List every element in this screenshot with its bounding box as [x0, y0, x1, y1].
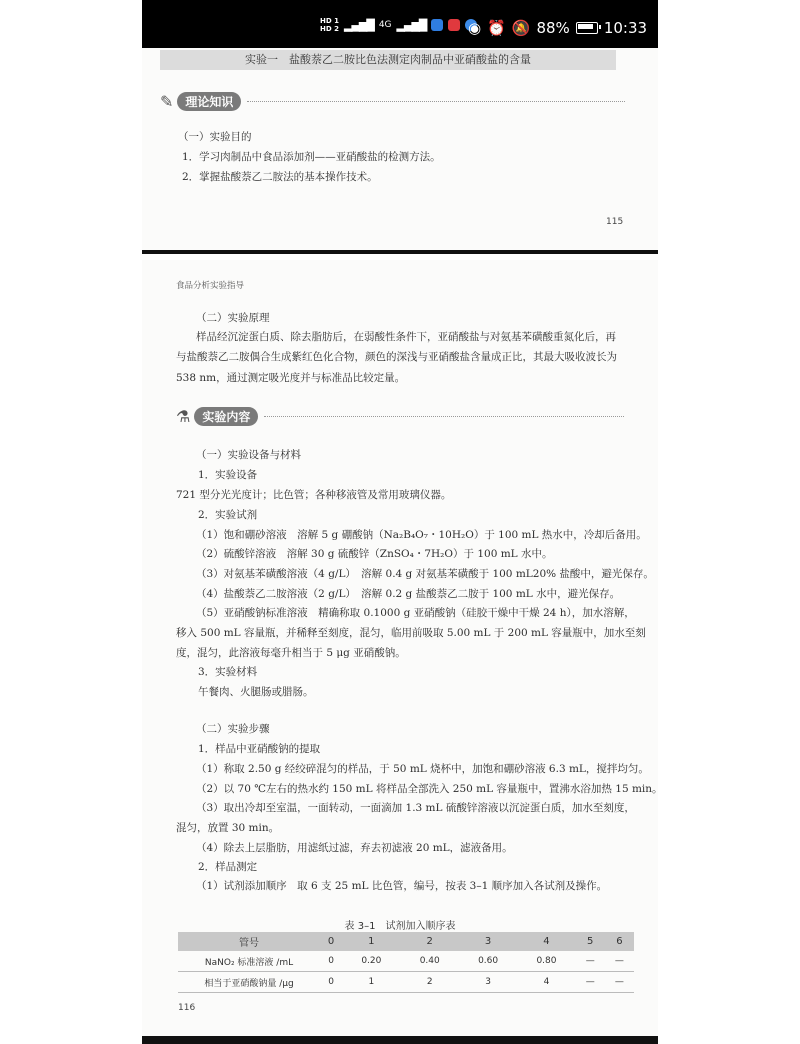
table-header-cell: 6 — [605, 932, 634, 951]
paragraph-line: 样品经沉淀蛋白质、除去脂肪后，在弱酸性条件下，亚硝酸盐与对氨基苯磺酸重氮化后，再 — [196, 331, 616, 343]
table-header-cell: 0 — [320, 932, 342, 951]
status-bar — [142, 0, 658, 48]
table-header-cell: 5 — [576, 932, 605, 951]
paragraph-line: （4）盐酸萘乙二胺溶液（2 g/L） 溶解 0.2 g 盐酸萘乙二胺于 100 mL 水中，避光保存。 — [196, 588, 621, 600]
table-cell: 相当于亚硝酸钠量 /μg — [178, 972, 320, 993]
paragraph-line: （5）亚硝酸钠标准溶液 精确称取 0.1000 g 亚硝酸钠（硅胶干燥中干燥 24 h），加水溶解， — [196, 607, 635, 619]
sim-indicator: HD 1 HD 2 — [320, 17, 339, 33]
table-cell: 0.40 — [401, 951, 459, 972]
table-caption: 表 3–1 试剂加入顺序表 — [344, 921, 456, 932]
page-number: 116 — [178, 1003, 196, 1013]
paragraph-line: 538 nm，通过测定吸光度并与标准品比较定量。 — [176, 372, 406, 384]
page-title: 实验一 盐酸萘乙二胺比色法测定肉制品中亚硝酸盐的含量 — [160, 50, 616, 70]
paragraph-line: （1）饱和硼砂溶液 溶解 5 g 硼酸钠（Na₂B₄O₇・10H₂O）于 100 mL 热水中，冷却后备用。 — [196, 529, 647, 541]
list-heading: 1．样品中亚硝酸钠的提取 — [198, 743, 321, 755]
eye-icon: ◉ — [468, 19, 482, 37]
section-title: 理论知识 — [177, 92, 241, 111]
battery-percent: 88% — [536, 19, 570, 37]
table-cell: — — [576, 951, 605, 972]
app-notification-icon — [431, 19, 443, 31]
table-cell: 0.20 — [342, 951, 400, 972]
mute-icon: 🔕 — [511, 19, 531, 37]
list-heading: 3．实验材料 — [198, 666, 258, 678]
battery-icon — [576, 22, 598, 34]
status-left — [320, 17, 477, 33]
table-row — [178, 972, 634, 993]
paragraph-line: （2）硫酸锌溶液 溶解 30 g 硫酸锌（ZnSO₄・7H₂O）于 100 mL 水中。 — [196, 548, 553, 560]
table-header-cell: 3 — [459, 932, 517, 951]
paragraph-line: （1）试剂添加顺序 取 6 支 25 mL 比色管，编号，按表 3–1 顺序加入各试剂及操作。 — [196, 880, 608, 892]
paragraph-line: （2）以 70 ℃左右的热水约 150 mL 将样品全部洗入 250 mL 容量瓶中，置沸水浴加热 15 min。 — [196, 783, 663, 795]
section-header-content — [176, 407, 624, 426]
signal-icon: ▂▄▆█ — [343, 18, 374, 32]
table-header-cell: 4 — [517, 932, 575, 951]
table-row — [178, 951, 634, 972]
table-cell: 0.80 — [517, 951, 575, 972]
network-label: 4G — [378, 20, 392, 30]
paragraph-line: （1）称取 2.50 g 经绞碎混匀的样品，于 50 mL 烧杯中，加饱和硼砂溶液 6.3 mL，搅拌均匀。 — [196, 763, 649, 775]
table-cell: 0 — [320, 972, 342, 993]
list-item: 1．学习肉制品中食品添加剂——亚硝酸盐的检测方法。 — [182, 151, 441, 163]
microscope-icon: ⚗ — [176, 407, 191, 426]
page-gap — [142, 254, 658, 260]
list-heading: 2．实验试剂 — [198, 509, 258, 521]
notebook-icon: ✎ — [160, 92, 174, 111]
table-cell: — — [576, 972, 605, 993]
dotted-rule — [264, 416, 624, 417]
table-cell: 2 — [401, 972, 459, 993]
table-cell: 0 — [320, 951, 342, 972]
reagent-table — [178, 932, 634, 993]
list-item: 2．掌握盐酸萘乙二胺法的基本操作技术。 — [182, 171, 378, 183]
list-heading: 2．样品测定 — [198, 861, 258, 873]
alarm-icon: ⏰ — [487, 19, 506, 37]
table-header-row — [178, 932, 634, 951]
clock: 10:33 — [603, 19, 648, 37]
paragraph-line: 午餐肉、火腿肠或腊肠。 — [198, 686, 314, 698]
dotted-rule — [247, 101, 625, 102]
page-number: 115 — [606, 217, 624, 227]
paragraph-line: 混匀，放置 30 min。 — [176, 822, 280, 834]
bottom-edge — [142, 1036, 658, 1044]
table-header-cell: 1 — [342, 932, 400, 951]
paragraph-line: （3）对氨基苯磺酸溶液（4 g/L） 溶解 0.4 g 对氨基苯磺酸于 100 mL20% 盐酸中，避光保存。 — [196, 568, 654, 580]
table-cell: NaNO₂ 标准溶液 /mL — [178, 951, 320, 972]
status-right — [468, 19, 647, 37]
subheading: （二）实验步骤 — [196, 723, 270, 735]
table-cell: — — [605, 972, 634, 993]
table-cell: 1 — [342, 972, 400, 993]
list-heading: 1．实验设备 — [198, 469, 258, 481]
paragraph-line: 721 型分光光度计；比色管；各种移液管及常用玻璃仪器。 — [176, 489, 452, 501]
signal-icon-2: ▂▄▆█ — [396, 18, 427, 32]
app-notification-icon — [448, 19, 460, 31]
section-header-theory — [160, 92, 625, 111]
paragraph-line: 与盐酸萘乙二胺偶合生成紫红色化合物，颜色的深浅与亚硝酸盐含量成正比，其最大吸收波长为 — [176, 351, 617, 363]
table-cell: 3 — [459, 972, 517, 993]
table-cell: 4 — [517, 972, 575, 993]
table-header-cell: 2 — [401, 932, 459, 951]
section-title: 实验内容 — [194, 407, 258, 426]
table-cell: 0.60 — [459, 951, 517, 972]
running-head: 食品分析实验指导 — [176, 281, 245, 291]
table-header-cell: 管号 — [178, 932, 320, 951]
subheading: （一）实验目的 — [178, 131, 252, 143]
table-cell: — — [605, 951, 634, 972]
subheading: （一）实验设备与材料 — [196, 449, 301, 461]
paragraph-line: 度，混匀，此溶液每毫升相当于 5 μg 亚硝酸钠。 — [176, 647, 406, 659]
paragraph-line: （3）取出冷却至室温，一面转动，一面滴加 1.3 mL 硫酸锌溶液以沉淀蛋白质，加水至刻度， — [196, 802, 635, 814]
subheading: （二）实验原理 — [196, 312, 270, 324]
paragraph-line: （4）除去上层脂肪，用滤纸过滤，弃去初滤液 20 mL，滤液备用。 — [196, 842, 513, 854]
paragraph-line: 移入 500 mL 容量瓶，并稀释至刻度，混匀，临用前吸取 5.00 mL 于 200 mL 容量瓶中，加水至刻 — [176, 627, 646, 639]
